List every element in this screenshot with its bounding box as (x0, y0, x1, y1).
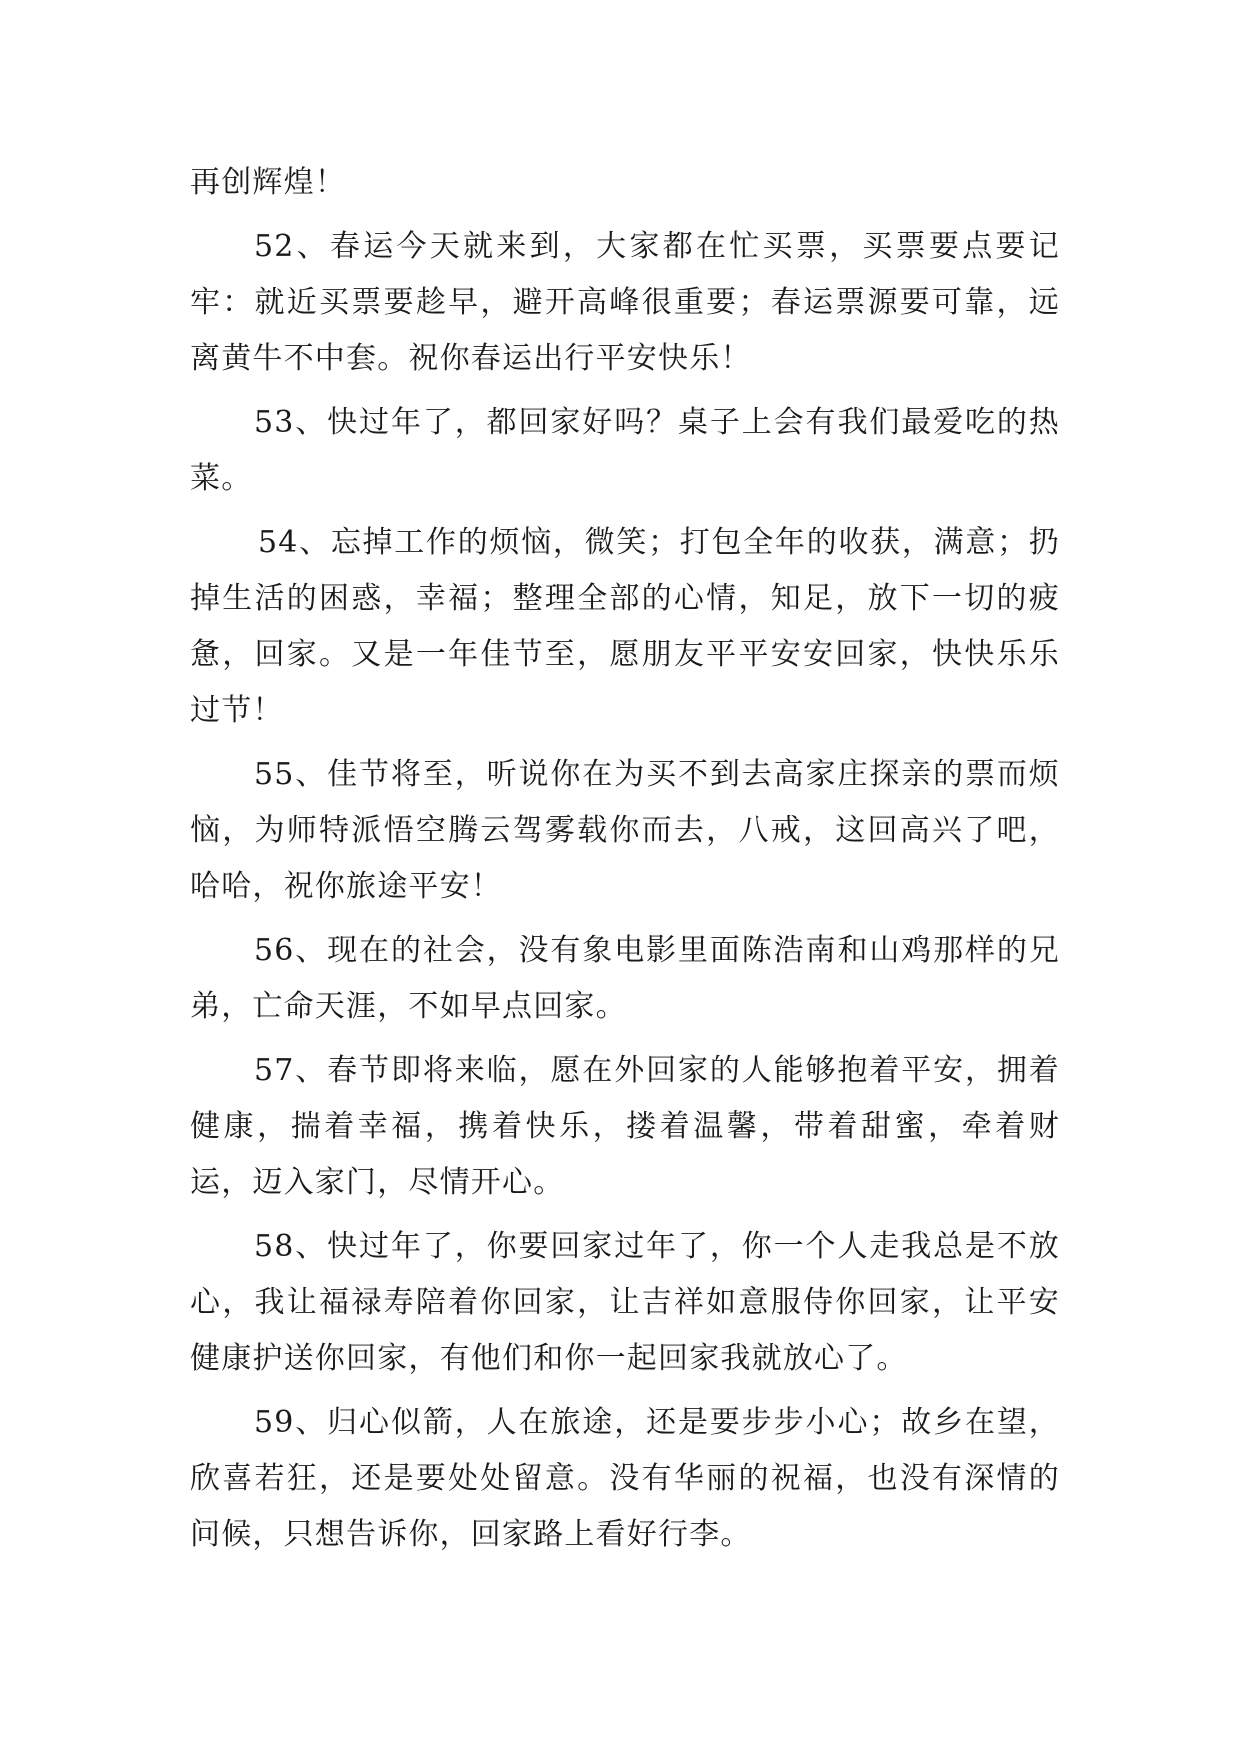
paragraph-59: 59、归心似箭，人在旅途，还是要步步小心；故乡在望，欣喜若狂，还是要处处留意。没有华丽的祝福，也没有深情的问候，只想告诉你，回家路上看好行李。 (190, 1405, 1060, 1552)
paragraph-58: 58、快过年了，你要回家过年了，你一个人走我总是不放心，我让福禄寿陪着你回家，让吉祥如意服侍你回家，让平安健康护送你回家，有他们和你一起回家我就放心了。 (190, 1229, 1060, 1376)
paragraph-53: 53、快过年了，都回家好吗？桌子上会有我们最爱吃的热菜。 (190, 405, 1060, 496)
document-body (190, 155, 1060, 1571)
paragraph-55: 55、佳节将至，听说你在为买不到去高家庄探亲的票而烦恼，为师特派悟空腾云驾雾载你而去，八戒，这回高兴了吧，哈哈，祝你旅途平安！ (190, 757, 1060, 904)
paragraph-52: 52、春运今天就来到，大家都在忙买票，买票要点要记牢：就近买票要趁早，避开高峰很重要；春运票源要可靠，远离黄牛不中套。祝你春运出行平安快乐！ (190, 229, 1060, 376)
paragraph-continuation: 再创辉煌！ (190, 165, 346, 200)
paragraph-56: 56、现在的社会，没有象电影里面陈浩南和山鸡那样的兄弟，亡命天涯，不如早点回家。 (190, 933, 1060, 1024)
paragraph-54: 54、忘掉工作的烦恼，微笑；打包全年的收获，满意；扔掉生活的困惑，幸福；整理全部的心情，知足，放下一切的疲惫，回家。又是一年佳节至，愿朋友平平安安回家，快快乐乐过节！ (190, 525, 1060, 728)
paragraph-57: 57、春节即将来临，愿在外回家的人能够抱着平安，拥着健康，揣着幸福，携着快乐，搂着温馨，带着甜蜜，牵着财运，迈入家门，尽情开心。 (190, 1053, 1060, 1200)
